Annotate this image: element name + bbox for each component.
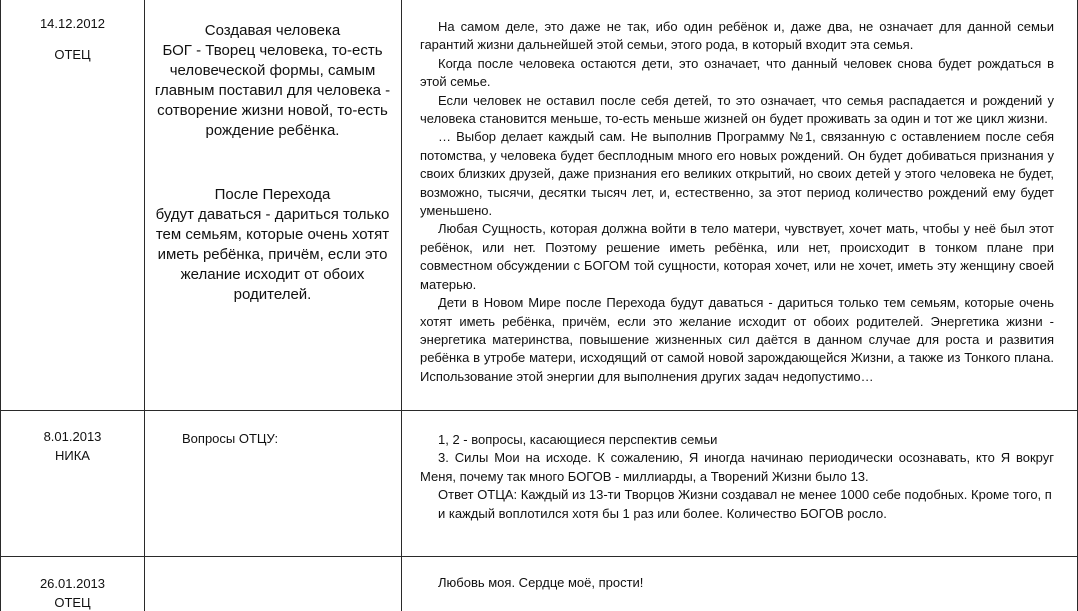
row-divider-2 [0,556,1078,557]
body-paragraph: Ответ ОТЦА: Каждый из 13-ти Творцов Жизни создавал не менее 1000 себе подобных. Кроме того, п [438,487,1052,503]
body-paragraph: Когда после человека остаются дети, это означает, что данный человек снова будет рождаться в этой семье. [420,55,1054,90]
body-paragraph: и каждый воплотился хотя бы 1 раз или более. Количество БОГОВ росло. [438,505,887,521]
body-paragraph: На самом деле, это даже не так, ибо один ребёнок и, даже два, не означает для данной семьи гарантий жизни дальнейшей этой семьи, этого рода, в который входит эта семья. [420,19,1054,53]
table-row-1-summary [146,19,399,339]
entry-author: ОТЕЦ [54,47,91,62]
entry-date: 14.12.2012 [39,16,106,31]
body-paragraph: Любовь моя. Сердце моё, прости! [438,575,644,590]
table-row-2-summary [182,429,397,453]
body-paragraph: Дети в Новом Мире после Перехода будут даваться - дариться только тем семьям, которые очень хотят иметь ребёнка, причём, если это желание исходит от обоих родителей. Энергетика жизни - энергетика материнства, повышение жизненных сил даётся в данном случае для роста и развития ребёнка в утробе матери, исходящий от самой новой зарождающейся Жизни, а также из Тонкого плана. Использование этой энергии для выполнения других задач недопустимо… [420,295,1054,384]
summary-heading: Вопросы ОТЦУ: [182,431,279,446]
body-paragraph: … Выбор делает каждый сам. Не выполнив Программу №1, связанную с оставлением после себя потомства, у человека будет бесплодным много его новых рождений. Он будет добиваться признания у своих близких друзей, даже признания его великих открытий, но своих детей у этого человека не будет, возможно, тысячи, десятки тысяч лет, и, естественно, за этот период количество рождений ему будет уменьшено. [420,129,1054,219]
summary-text: БОГ - Творец человека, то-есть человеческой формы, самым главным поставил для человека - сотворение жизни новой, то-есть рождение ребёнка. [154,42,391,139]
body-paragraph: Если человек не оставил после себя детей, то это означает, что семья распадается и рождений у человека становится меньше, то-есть меньше жизней он будет проживать за один и тот же цикл жизни. [420,92,1054,127]
table-border-left [0,0,1,611]
summary-text: будут даваться - дариться только тем семьям, которые очень хотят иметь ребёнка, причём, если это желание исходит от обоих родителей. [155,206,390,303]
entry-author: НИКА [55,448,90,463]
body-paragraph: Любая Сущность, которая должна войти в тело матери, чувствует, хочет мать, чтобы у неё был этот ребёнок, или нет. Поэтому решение иметь ребёнка, или нет, происходит в тонком плане при совместном обсуждении с БОГОМ той сущности, которая хочет, или не хочет, иметь эту женщину своей матерью. [420,221,1054,292]
summary-heading: После Перехода [214,186,331,203]
table-row-3-body [420,574,1054,604]
table-row-2-meta [1,427,144,471]
entry-author: ОТЕЦ [54,595,91,610]
row-divider-1 [0,410,1078,411]
column-divider-summary [401,0,402,611]
body-paragraph: 1, 2 - вопросы, касающиеся перспектив семьи [438,432,718,447]
entry-date: 8.01.2013 [43,429,102,444]
entry-date: 26.01.2013 [39,576,106,591]
table-row-3-meta [1,574,144,611]
table-row-1-meta [1,14,144,74]
summary-heading: Создавая человека [204,22,341,39]
table-row-2-body [420,431,1054,551]
body-paragraph: 3. Силы Мои на исходе. К сожалению, Я иногда начинаю периодически осознавать, кто Я вокруг Меня, почему так много БОГОВ - миллиарды, а Творений Жизни было 13. [420,450,1054,484]
table-row-1-body [420,18,1054,408]
column-divider-meta [144,0,145,611]
